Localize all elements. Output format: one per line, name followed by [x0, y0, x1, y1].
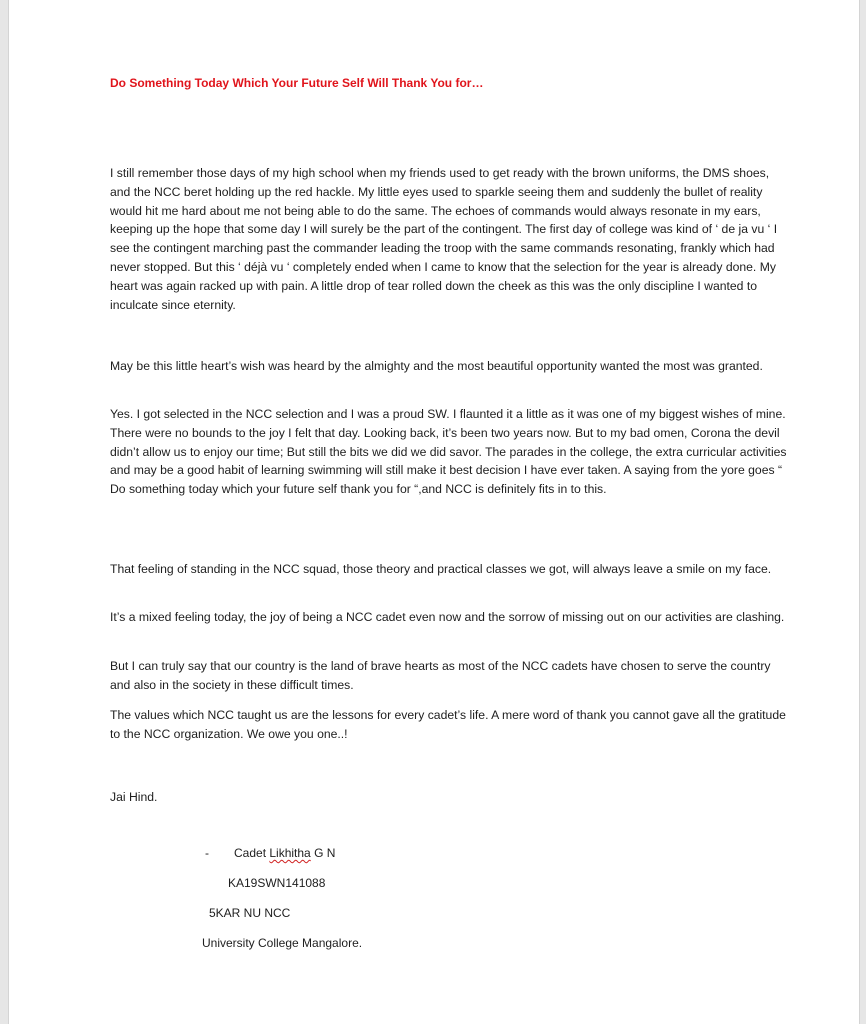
paragraph-brave-hearts: But I can truly say that our country is the land of brave hearts as most of the NCC cadets have chosen to serve the country and also in the society in these difficult times. [110, 659, 771, 692]
paragraph-wish-granted: May be this little heart’s wish was heard by the almighty and the most beautiful opportunity wanted the most was granted. [110, 359, 763, 373]
signature-name-highlight: Likhitha [269, 846, 311, 860]
paragraph-ncc-squad: That feeling of standing in the NCC squad, those theory and practical classes we got, will always leave a smile on my face. [110, 562, 772, 576]
signature-name-suffix: G N [310, 846, 336, 860]
document-title: Do Something Today Which Your Future Self Will Thank You for… [110, 76, 484, 90]
signature-name-prefix: Cadet [234, 846, 270, 860]
paragraph-childhood-memory: I still remember those days of my high school when my friends used to get ready with the brown uniforms, the DMS shoes, and the NCC beret holding up the red hackle. My little eyes used to sparkle seeing them and suddenly the bullet of reality would hit me hard about me not being able to do the same. The echoes of commands would always resonate in my ears, keeping up the hope that some day I will surely be the part of the contingent. The first day of college was kind of ‘ de ja vu ‘ I see the contingent marching past the commander leading the troop with the same commands resonating, frankly which had never stopped. But this ‘ déjà vu ‘ completely ended when I came to know that the selection for the year is already done. My heart was again racked up with pain. A little drop of tear rolled down the cheek as this was the only discipline I wanted to inculcate since eternity. [110, 166, 778, 312]
signature-cadet-number: KA19SWN141088 [228, 876, 326, 890]
closing-salutation: Jai Hind. [110, 790, 158, 804]
signature-college: University College Mangalore. [202, 936, 363, 950]
document-page [8, 0, 860, 1024]
paragraph-selection: Yes. I got selected in the NCC selection and I was a proud SW. I flaunted it a little as it was one of my biggest wishes of mine. There were no bounds to the joy I felt that day. Looking back, it’s been two years now. But to my bad omen, Corona the devil didn’t allow us to enjoy our time; But still the bits we did we did savor. The parades in the college, the extra curricular activities and may be a good habit of learning swimming will still make it best decision I have ever taken. A saying from the yore goes “ Do something today which your future self thank you for “,and NCC is definitely fits in to this. [110, 407, 787, 497]
paragraph-mixed-feeling: It’s a mixed feeling today, the joy of being a NCC cadet even now and the sorrow of missing out on our activities are clashing. [110, 610, 785, 624]
signature-bullet: - [205, 846, 209, 860]
signature-unit: 5KAR NU NCC [209, 906, 291, 920]
signature-name [234, 846, 335, 860]
paragraph-gratitude: The values which NCC taught us are the lessons for every cadet’s life. A mere word of thank you cannot gave all the gratitude to the NCC organization. We owe you one..! [110, 708, 786, 741]
